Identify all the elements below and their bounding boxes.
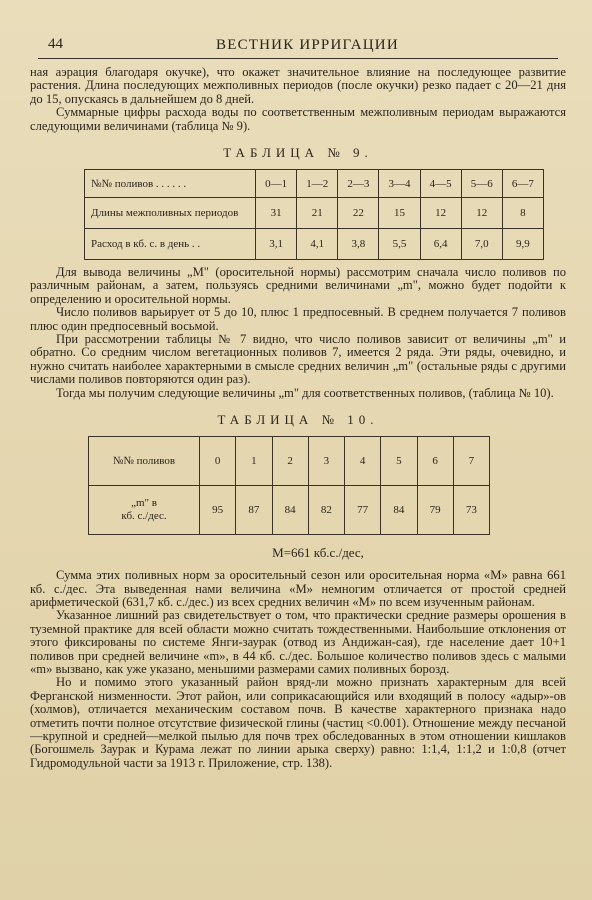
table-cell: 87	[236, 486, 272, 535]
table-cell: 77	[345, 486, 381, 535]
table-cell: 3	[308, 437, 344, 486]
table-row	[89, 486, 490, 535]
table-row	[89, 437, 490, 486]
row-label-line: кб. с./дес.	[121, 510, 167, 523]
table-cell: 6—7	[502, 170, 543, 198]
table-cell: 3,1	[256, 229, 297, 260]
paragraph: Но и помимо этого указанный район вряд-ли можно признать характерным для всей Ферганской низменности. Этот район, или соприкасающийся или входящий в полосу «адыр»-ов (холмов), отличается механическим составом почв. В качестве характерного признака надо отметить почти полное отсутствие физической глины (частиц <0.001). Отношение между песчаной—крупной и средней—мелкой пылью для почв трех обследованных в этом отношении кишлаков (Богошмель Заурак и Курама лежат по линии арыка сверху) равно: 1:1,4, 1:1,2 и 1:0,8 (отчет Гидромодульной части за 1913 г. Приложение, стр. 138).	[30, 675, 566, 770]
table-cell: 6	[417, 437, 453, 486]
table-10	[88, 436, 490, 535]
table-cell: 12	[420, 198, 461, 229]
paragraph: При рассмотрении таблицы № 7 видно, что число поливов зависит от величины „m" и обратно. Со средним числом вегетационных поливов 7, имеется 2 ряда. Эти ряды, очевидно, и нужно считать наиболее характерными в смысле средних величин „m" (остальные ряды с другими числами поливов повторяются один раз).	[30, 332, 566, 387]
table-cell: 7,0	[461, 229, 502, 260]
table-row	[85, 229, 544, 260]
table-cell: 5—6	[461, 170, 502, 198]
paragraph: Тогда мы получим следующие величины „m" для соответственных поливов, (таблица № 10).	[56, 385, 554, 400]
table-cell: 7	[453, 437, 489, 486]
table-9-caption: ТАБЛИЦА № 9.	[223, 145, 373, 161]
paragraph: Для вывода величины „М" (оросительной нормы) рассмотрим сначала число поливов по различным районам, а затем, пользуясь средними величинами „m", можно будет подойти к определению и оросительной нормы.	[30, 265, 566, 306]
table-cell: 84	[272, 486, 308, 535]
article-body	[30, 66, 566, 770]
table-cell: 31	[256, 198, 297, 229]
table-cell: 3,8	[338, 229, 379, 260]
table-cell: 4—5	[420, 170, 461, 198]
table-10-caption: ТАБЛИЦА № 10.	[217, 412, 379, 428]
table-cell: 82	[308, 486, 344, 535]
table-cell: 95	[200, 486, 236, 535]
table-cell: 5	[381, 437, 417, 486]
table-row	[85, 170, 544, 198]
paragraph: ная аэрация благодаря окучке), что окажет значительное влияние на последующее развитие растения. Длина последующих межполивных периодов (после окучки) резко падает с 20—21 дня до 15, опускаясь в дальнейшем до 8 дней.	[30, 65, 566, 106]
table-cell: 9,9	[502, 229, 543, 260]
table-cell: 21	[297, 198, 338, 229]
table-cell: 2—3	[338, 170, 379, 198]
paragraph: Сумма этих поливных норм за оросительный сезон или оросительная норма «М» равна 661 кб. с./дес. Эта выведенная нами величина «М» немногим отличается от простой средней арифметической (631,7 кб. с./дес.) из всех средних величин «М» по всем изученным районам.	[30, 568, 566, 609]
paragraph: Указанное лишний раз свидетельствует о том, что практически средние размеры орошения в туземной практике для всей области можно считать тождественными. Наибольшие отклонения от этого фиксированы по системе Янги-заурак (отвод из Андижан-сая), где население дает 10+1 поливов при средней величине «m», в 44 кб. с./дес. Большое количество поливов здесь с малыми «m» вызвано, как уже указано, меньшими размерами самих поливных борозд.	[30, 608, 566, 676]
running-title: ВЕСТНИК ИРРИГАЦИИ	[216, 37, 399, 53]
table-cell: 4,1	[297, 229, 338, 260]
table-cell: 4	[345, 437, 381, 486]
table-header-label: №№ поливов . . . . . .	[85, 170, 256, 198]
row-label: Длины межполивных периодов	[85, 198, 256, 229]
table-cell: 22	[338, 198, 379, 229]
table-cell: 84	[381, 486, 417, 535]
table-cell: 15	[379, 198, 420, 229]
table-cell: 8	[502, 198, 543, 229]
table-cell: 1	[236, 437, 272, 486]
row-label	[89, 486, 200, 535]
table-cell: 73	[453, 486, 489, 535]
table-cell: 79	[417, 486, 453, 535]
table-cell: 6,4	[420, 229, 461, 260]
row-label: Расход в кб. с. в день . .	[85, 229, 256, 260]
table-cell: 12	[461, 198, 502, 229]
page-header	[38, 36, 558, 59]
table-cell: 3—4	[379, 170, 420, 198]
table-header-label: №№ поливов	[89, 437, 200, 486]
table-cell: 5,5	[379, 229, 420, 260]
table-cell: 0—1	[256, 170, 297, 198]
table-row	[85, 198, 544, 229]
table-cell: 1—2	[297, 170, 338, 198]
row-label-line: „m" в	[131, 497, 157, 510]
table-cell: 0	[200, 437, 236, 486]
page-number: 44	[48, 36, 63, 52]
formula: М=661 кб.с./дес,	[272, 545, 364, 561]
table-9	[84, 169, 544, 260]
paragraph: Число поливов варьирует от 5 до 10, плюс 1 предпосевный. В среднем получается 7 поливов плюс один предпосевный восьмой.	[30, 305, 566, 333]
table-cell: 2	[272, 437, 308, 486]
paragraph: Суммарные цифры расхода воды по соответственным межполивным периодам выражаются следующими величинами (таблица № 9).	[30, 105, 566, 133]
